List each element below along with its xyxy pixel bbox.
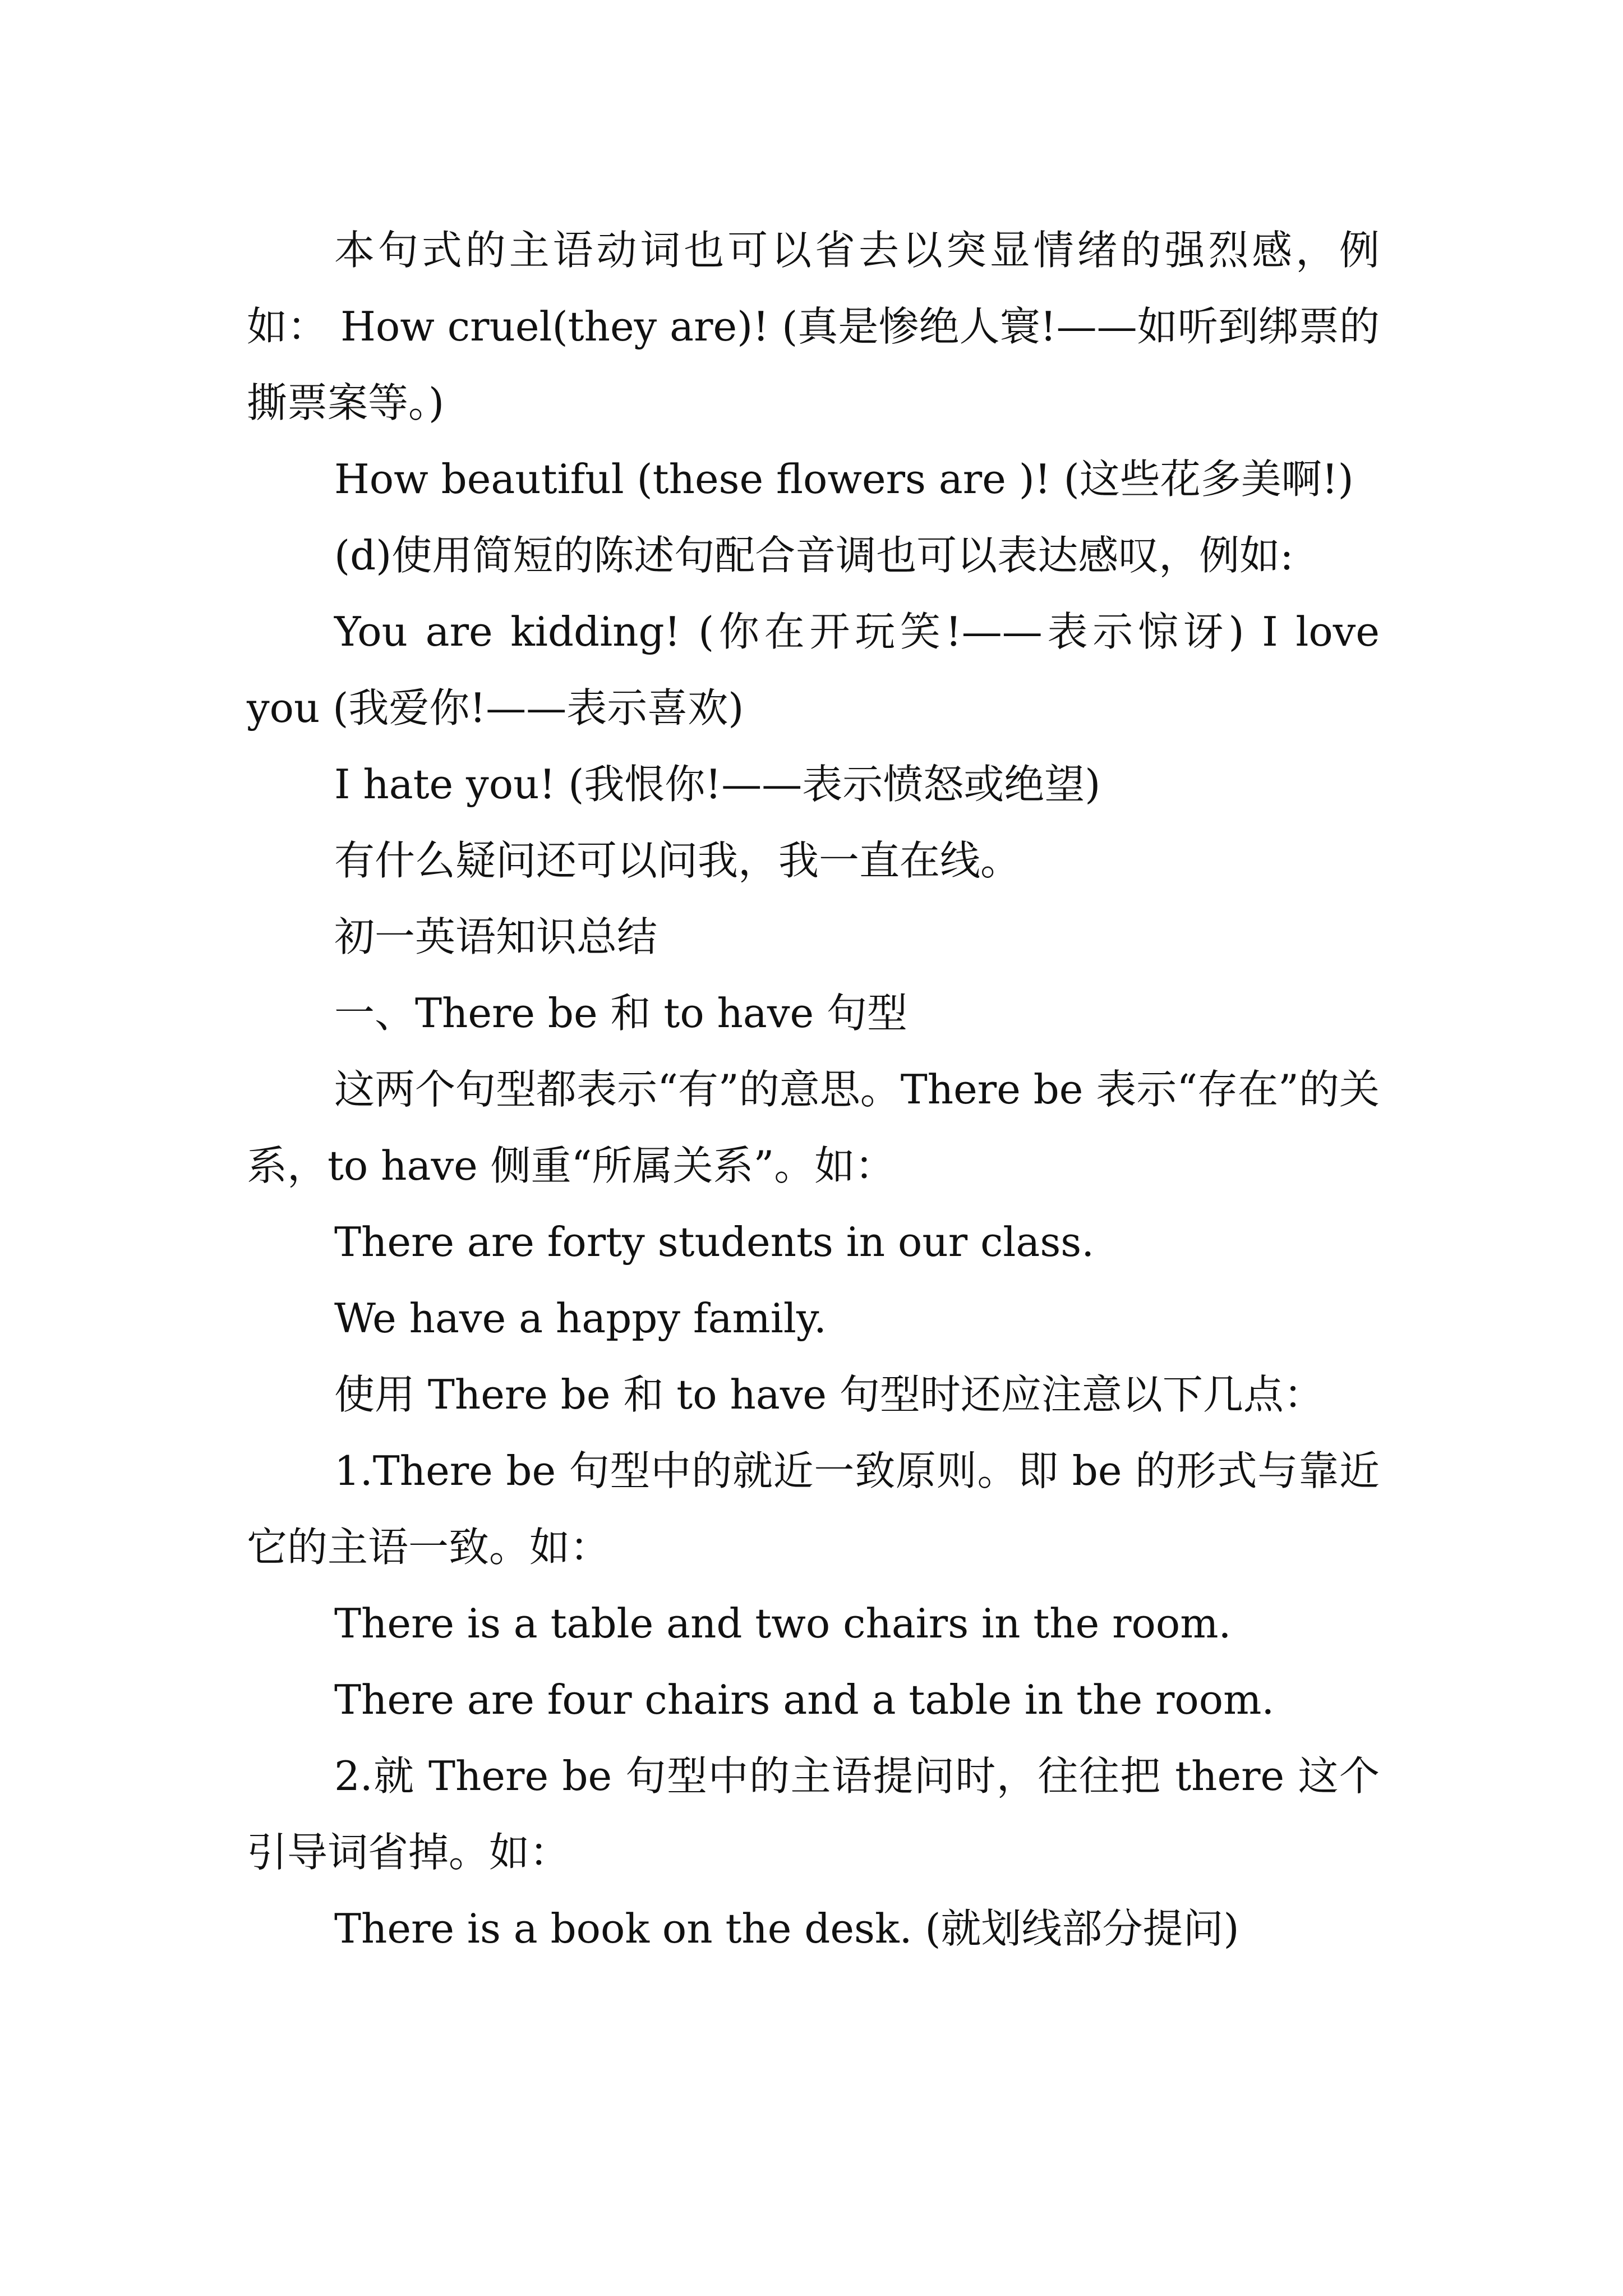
paragraph-notes-intro: 使用 There be 和 to have 句型时还应注意以下几点： bbox=[334, 1371, 1324, 1418]
example-sentence-5: There is a book on the desk. (就划线部分提问) bbox=[334, 1905, 1239, 1952]
paragraph-6: 有什么疑问还可以问我，我一直在线。 bbox=[334, 837, 1021, 884]
example-sentence-3: There is a table and two chairs in the room. bbox=[334, 1600, 1232, 1647]
paragraph-explanation: 这两个句型都表示“有”的意思。There be 表示“存在”的关系，to have 侧重“所属关系”。如： bbox=[247, 1066, 1380, 1189]
example-sentence-4: There are four chairs and a table in the room. bbox=[334, 1676, 1275, 1723]
section-heading: 初一英语知识总结 bbox=[334, 913, 658, 960]
paragraph-5: I hate you! (我恨你!——表示愤怒或绝望) bbox=[334, 761, 1101, 808]
paragraph-1: 本句式的主语动词也可以省去以突显情绪的强烈感，例如： How cruel(they are)! (真是惨绝人寰!——如听到绑票的撕票案等。) bbox=[247, 227, 1380, 426]
subheading-there-be-to-have: 一、There be 和 to have 句型 bbox=[334, 990, 908, 1037]
paragraph-4: You are kidding! (你在开玩笑!——表示惊讶) I love you (我爱你!——表示喜欢) bbox=[247, 608, 1380, 731]
rule-2: 2.就 There be 句型中的主语提问时，往往把 there 这个引导词省掉。如： bbox=[247, 1752, 1380, 1876]
paragraph-3: (d)使用简短的陈述句配合音调也可以表达感叹，例如: bbox=[334, 532, 1294, 579]
example-sentence-1: There are forty students in our class. bbox=[334, 1218, 1095, 1266]
example-sentence-2: We have a happy family. bbox=[334, 1295, 827, 1342]
paragraph-2: How beautiful (these flowers are )! (这些花多美啊!) bbox=[334, 455, 1354, 503]
document-body bbox=[247, 212, 1380, 1967]
rule-1: 1.There be 句型中的就近一致原则。即 be 的形式与靠近它的主语一致。如： bbox=[247, 1447, 1380, 1571]
